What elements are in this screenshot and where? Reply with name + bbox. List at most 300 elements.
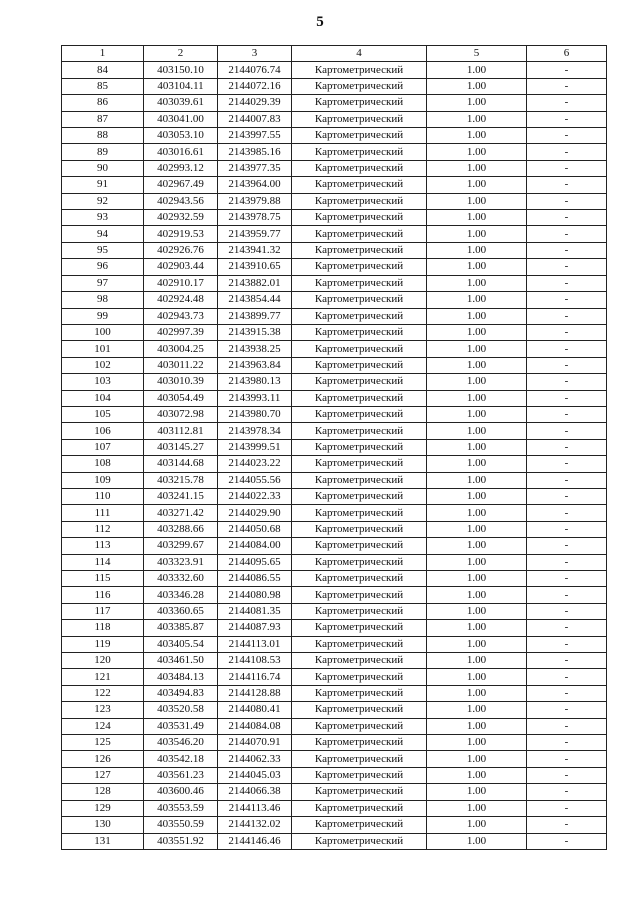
table-row <box>62 259 607 275</box>
table-row <box>62 751 607 767</box>
y-coordinate-cell: 2144081.35 <box>218 603 292 619</box>
y-coordinate-cell: 2144029.90 <box>218 505 292 521</box>
accuracy-cell: 1.00 <box>427 439 527 455</box>
point-number-cell: 130 <box>62 817 144 833</box>
note-cell: - <box>527 193 607 209</box>
x-coordinate-cell: 403323.91 <box>144 554 218 570</box>
point-number-cell: 106 <box>62 423 144 439</box>
point-number-cell: 104 <box>62 390 144 406</box>
y-coordinate-cell: 2144080.41 <box>218 702 292 718</box>
accuracy-cell: 1.00 <box>427 554 527 570</box>
accuracy-cell: 1.00 <box>427 620 527 636</box>
table-row <box>62 308 607 324</box>
x-coordinate-cell: 402926.76 <box>144 242 218 258</box>
accuracy-cell: 1.00 <box>427 292 527 308</box>
accuracy-cell: 1.00 <box>427 374 527 390</box>
table-row <box>62 341 607 357</box>
note-cell: - <box>527 521 607 537</box>
x-coordinate-cell: 403145.27 <box>144 439 218 455</box>
table-row <box>62 95 607 111</box>
x-coordinate-cell: 403461.50 <box>144 653 218 669</box>
y-coordinate-cell: 2144080.98 <box>218 587 292 603</box>
note-cell: - <box>527 406 607 422</box>
note-cell: - <box>527 95 607 111</box>
point-number-cell: 96 <box>62 259 144 275</box>
note-cell: - <box>527 817 607 833</box>
method-cell: Картометрический <box>292 538 427 554</box>
accuracy-cell: 1.00 <box>427 357 527 373</box>
x-coordinate-cell: 403561.23 <box>144 767 218 783</box>
note-cell: - <box>527 242 607 258</box>
coordinates-table <box>61 45 607 850</box>
method-cell: Картометрический <box>292 439 427 455</box>
point-number-cell: 97 <box>62 275 144 291</box>
point-number-cell: 115 <box>62 571 144 587</box>
table-row <box>62 406 607 422</box>
point-number-cell: 114 <box>62 554 144 570</box>
point-number-cell: 129 <box>62 800 144 816</box>
y-coordinate-cell: 2144086.55 <box>218 571 292 587</box>
y-coordinate-cell: 2143985.16 <box>218 144 292 160</box>
x-coordinate-cell: 403332.60 <box>144 571 218 587</box>
y-coordinate-cell: 2144029.39 <box>218 95 292 111</box>
table-row <box>62 587 607 603</box>
method-cell: Картометрический <box>292 636 427 652</box>
accuracy-cell: 1.00 <box>427 538 527 554</box>
x-coordinate-cell: 402903.44 <box>144 259 218 275</box>
table-row <box>62 718 607 734</box>
method-cell: Картометрический <box>292 78 427 94</box>
note-cell: - <box>527 357 607 373</box>
accuracy-cell: 1.00 <box>427 62 527 78</box>
point-number-cell: 93 <box>62 210 144 226</box>
method-cell: Картометрический <box>292 751 427 767</box>
x-coordinate-cell: 403271.42 <box>144 505 218 521</box>
x-coordinate-cell: 403072.98 <box>144 406 218 422</box>
method-cell: Картометрический <box>292 784 427 800</box>
note-cell: - <box>527 210 607 226</box>
table-row <box>62 669 607 685</box>
x-coordinate-cell: 402943.73 <box>144 308 218 324</box>
accuracy-cell: 1.00 <box>427 423 527 439</box>
table-row <box>62 800 607 816</box>
note-cell: - <box>527 78 607 94</box>
method-cell: Картометрический <box>292 128 427 144</box>
method-cell: Картометрический <box>292 817 427 833</box>
header-col-1: 1 <box>62 46 144 62</box>
point-number-cell: 95 <box>62 242 144 258</box>
note-cell: - <box>527 784 607 800</box>
table-row <box>62 144 607 160</box>
header-col-2: 2 <box>144 46 218 62</box>
note-cell: - <box>527 800 607 816</box>
table-row <box>62 78 607 94</box>
accuracy-cell: 1.00 <box>427 472 527 488</box>
x-coordinate-cell: 402924.48 <box>144 292 218 308</box>
accuracy-cell: 1.00 <box>427 177 527 193</box>
table-row <box>62 767 607 783</box>
y-coordinate-cell: 2144045.03 <box>218 767 292 783</box>
table-row <box>62 193 607 209</box>
note-cell: - <box>527 111 607 127</box>
table-row <box>62 357 607 373</box>
x-coordinate-cell: 403484.13 <box>144 669 218 685</box>
note-cell: - <box>527 292 607 308</box>
note-cell: - <box>527 308 607 324</box>
note-cell: - <box>527 603 607 619</box>
point-number-cell: 123 <box>62 702 144 718</box>
x-coordinate-cell: 403104.11 <box>144 78 218 94</box>
point-number-cell: 109 <box>62 472 144 488</box>
accuracy-cell: 1.00 <box>427 390 527 406</box>
x-coordinate-cell: 403004.25 <box>144 341 218 357</box>
method-cell: Картометрический <box>292 177 427 193</box>
method-cell: Картометрический <box>292 242 427 258</box>
method-cell: Картометрический <box>292 620 427 636</box>
method-cell: Картометрический <box>292 292 427 308</box>
table-row <box>62 160 607 176</box>
y-coordinate-cell: 2144087.93 <box>218 620 292 636</box>
note-cell: - <box>527 374 607 390</box>
x-coordinate-cell: 402993.12 <box>144 160 218 176</box>
point-number-cell: 86 <box>62 95 144 111</box>
y-coordinate-cell: 2144007.83 <box>218 111 292 127</box>
table-row <box>62 538 607 554</box>
note-cell: - <box>527 702 607 718</box>
method-cell: Картометрический <box>292 669 427 685</box>
x-coordinate-cell: 403385.87 <box>144 620 218 636</box>
method-cell: Картометрический <box>292 95 427 111</box>
y-coordinate-cell: 2144070.91 <box>218 735 292 751</box>
table-row <box>62 653 607 669</box>
point-number-cell: 128 <box>62 784 144 800</box>
table-row <box>62 62 607 78</box>
table-row <box>62 784 607 800</box>
x-coordinate-cell: 402943.56 <box>144 193 218 209</box>
table-row <box>62 374 607 390</box>
note-cell: - <box>527 488 607 504</box>
y-coordinate-cell: 2144128.88 <box>218 685 292 701</box>
method-cell: Картометрический <box>292 193 427 209</box>
point-number-cell: 112 <box>62 521 144 537</box>
point-number-cell: 116 <box>62 587 144 603</box>
note-cell: - <box>527 718 607 734</box>
table-row <box>62 390 607 406</box>
method-cell: Картометрический <box>292 144 427 160</box>
accuracy-cell: 1.00 <box>427 78 527 94</box>
accuracy-cell: 1.00 <box>427 784 527 800</box>
accuracy-cell: 1.00 <box>427 587 527 603</box>
table-row <box>62 292 607 308</box>
note-cell: - <box>527 324 607 340</box>
accuracy-cell: 1.00 <box>427 702 527 718</box>
y-coordinate-cell: 2143963.84 <box>218 357 292 373</box>
x-coordinate-cell: 403053.10 <box>144 128 218 144</box>
method-cell: Картометрический <box>292 521 427 537</box>
table-row <box>62 817 607 833</box>
table-row <box>62 505 607 521</box>
table-row <box>62 423 607 439</box>
table-row <box>62 833 607 849</box>
y-coordinate-cell: 2143978.34 <box>218 423 292 439</box>
y-coordinate-cell: 2144023.22 <box>218 456 292 472</box>
method-cell: Картометрический <box>292 603 427 619</box>
accuracy-cell: 1.00 <box>427 571 527 587</box>
accuracy-cell: 1.00 <box>427 669 527 685</box>
x-coordinate-cell: 403288.66 <box>144 521 218 537</box>
method-cell: Картометрический <box>292 833 427 849</box>
point-number-cell: 84 <box>62 62 144 78</box>
y-coordinate-cell: 2143882.01 <box>218 275 292 291</box>
accuracy-cell: 1.00 <box>427 275 527 291</box>
method-cell: Картометрический <box>292 718 427 734</box>
point-number-cell: 98 <box>62 292 144 308</box>
note-cell: - <box>527 653 607 669</box>
x-coordinate-cell: 403520.58 <box>144 702 218 718</box>
x-coordinate-cell: 403546.20 <box>144 735 218 751</box>
header-col-6: 6 <box>527 46 607 62</box>
x-coordinate-cell: 403215.78 <box>144 472 218 488</box>
point-number-cell: 108 <box>62 456 144 472</box>
note-cell: - <box>527 62 607 78</box>
table-row <box>62 603 607 619</box>
method-cell: Картометрический <box>292 357 427 373</box>
x-coordinate-cell: 403600.46 <box>144 784 218 800</box>
table-body <box>62 62 607 850</box>
x-coordinate-cell: 402919.53 <box>144 226 218 242</box>
note-cell: - <box>527 160 607 176</box>
point-number-cell: 102 <box>62 357 144 373</box>
method-cell: Картометрический <box>292 62 427 78</box>
x-coordinate-cell: 403553.59 <box>144 800 218 816</box>
method-cell: Картометрический <box>292 341 427 357</box>
x-coordinate-cell: 403039.61 <box>144 95 218 111</box>
table-row <box>62 177 607 193</box>
x-coordinate-cell: 402997.39 <box>144 324 218 340</box>
accuracy-cell: 1.00 <box>427 160 527 176</box>
header-col-3: 3 <box>218 46 292 62</box>
point-number-cell: 90 <box>62 160 144 176</box>
y-coordinate-cell: 2144084.08 <box>218 718 292 734</box>
y-coordinate-cell: 2143899.77 <box>218 308 292 324</box>
point-number-cell: 92 <box>62 193 144 209</box>
accuracy-cell: 1.00 <box>427 505 527 521</box>
y-coordinate-cell: 2144146.46 <box>218 833 292 849</box>
point-number-cell: 101 <box>62 341 144 357</box>
point-number-cell: 113 <box>62 538 144 554</box>
note-cell: - <box>527 587 607 603</box>
accuracy-cell: 1.00 <box>427 456 527 472</box>
accuracy-cell: 1.00 <box>427 833 527 849</box>
x-coordinate-cell: 403360.65 <box>144 603 218 619</box>
note-cell: - <box>527 538 607 554</box>
accuracy-cell: 1.00 <box>427 226 527 242</box>
point-number-cell: 103 <box>62 374 144 390</box>
table-row <box>62 111 607 127</box>
y-coordinate-cell: 2144113.46 <box>218 800 292 816</box>
note-cell: - <box>527 505 607 521</box>
x-coordinate-cell: 403041.00 <box>144 111 218 127</box>
point-number-cell: 126 <box>62 751 144 767</box>
table-row <box>62 685 607 701</box>
method-cell: Картометрический <box>292 488 427 504</box>
accuracy-cell: 1.00 <box>427 242 527 258</box>
point-number-cell: 94 <box>62 226 144 242</box>
method-cell: Картометрический <box>292 423 427 439</box>
y-coordinate-cell: 2143938.25 <box>218 341 292 357</box>
accuracy-cell: 1.00 <box>427 210 527 226</box>
accuracy-cell: 1.00 <box>427 324 527 340</box>
accuracy-cell: 1.00 <box>427 817 527 833</box>
method-cell: Картометрический <box>292 111 427 127</box>
point-number-cell: 119 <box>62 636 144 652</box>
note-cell: - <box>527 439 607 455</box>
x-coordinate-cell: 403016.61 <box>144 144 218 160</box>
note-cell: - <box>527 128 607 144</box>
accuracy-cell: 1.00 <box>427 144 527 160</box>
note-cell: - <box>527 456 607 472</box>
method-cell: Картометрический <box>292 456 427 472</box>
table-header <box>62 46 607 62</box>
x-coordinate-cell: 403550.59 <box>144 817 218 833</box>
table-row <box>62 472 607 488</box>
method-cell: Картометрический <box>292 685 427 701</box>
accuracy-cell: 1.00 <box>427 128 527 144</box>
y-coordinate-cell: 2143978.75 <box>218 210 292 226</box>
point-number-cell: 131 <box>62 833 144 849</box>
x-coordinate-cell: 403299.67 <box>144 538 218 554</box>
point-number-cell: 127 <box>62 767 144 783</box>
y-coordinate-cell: 2143980.13 <box>218 374 292 390</box>
page-number: 5 <box>316 14 324 30</box>
y-coordinate-cell: 2144095.65 <box>218 554 292 570</box>
y-coordinate-cell: 2143979.88 <box>218 193 292 209</box>
point-number-cell: 121 <box>62 669 144 685</box>
method-cell: Картометрический <box>292 374 427 390</box>
x-coordinate-cell: 403150.10 <box>144 62 218 78</box>
point-number-cell: 99 <box>62 308 144 324</box>
note-cell: - <box>527 767 607 783</box>
x-coordinate-cell: 403551.92 <box>144 833 218 849</box>
y-coordinate-cell: 2144084.00 <box>218 538 292 554</box>
accuracy-cell: 1.00 <box>427 735 527 751</box>
table-row <box>62 488 607 504</box>
table-row <box>62 702 607 718</box>
accuracy-cell: 1.00 <box>427 751 527 767</box>
x-coordinate-cell: 402932.59 <box>144 210 218 226</box>
table-row <box>62 456 607 472</box>
accuracy-cell: 1.00 <box>427 259 527 275</box>
point-number-cell: 120 <box>62 653 144 669</box>
method-cell: Картометрический <box>292 702 427 718</box>
note-cell: - <box>527 472 607 488</box>
note-cell: - <box>527 275 607 291</box>
x-coordinate-cell: 403346.28 <box>144 587 218 603</box>
note-cell: - <box>527 144 607 160</box>
method-cell: Картометрический <box>292 505 427 521</box>
y-coordinate-cell: 2144116.74 <box>218 669 292 685</box>
accuracy-cell: 1.00 <box>427 603 527 619</box>
y-coordinate-cell: 2143997.55 <box>218 128 292 144</box>
point-number-cell: 122 <box>62 685 144 701</box>
note-cell: - <box>527 554 607 570</box>
table-row <box>62 324 607 340</box>
accuracy-cell: 1.00 <box>427 488 527 504</box>
table-row <box>62 521 607 537</box>
accuracy-cell: 1.00 <box>427 95 527 111</box>
table-row <box>62 620 607 636</box>
table-row <box>62 242 607 258</box>
y-coordinate-cell: 2144108.53 <box>218 653 292 669</box>
y-coordinate-cell: 2144022.33 <box>218 488 292 504</box>
note-cell: - <box>527 735 607 751</box>
method-cell: Картометрический <box>292 226 427 242</box>
point-number-cell: 118 <box>62 620 144 636</box>
point-number-cell: 91 <box>62 177 144 193</box>
y-coordinate-cell: 2143941.32 <box>218 242 292 258</box>
accuracy-cell: 1.00 <box>427 767 527 783</box>
y-coordinate-cell: 2144055.56 <box>218 472 292 488</box>
method-cell: Картометрический <box>292 735 427 751</box>
header-col-5: 5 <box>427 46 527 62</box>
accuracy-cell: 1.00 <box>427 521 527 537</box>
table-row <box>62 210 607 226</box>
x-coordinate-cell: 403494.83 <box>144 685 218 701</box>
y-coordinate-cell: 2144066.38 <box>218 784 292 800</box>
y-coordinate-cell: 2143910.65 <box>218 259 292 275</box>
table-row <box>62 636 607 652</box>
note-cell: - <box>527 177 607 193</box>
table-row <box>62 735 607 751</box>
y-coordinate-cell: 2144072.16 <box>218 78 292 94</box>
accuracy-cell: 1.00 <box>427 685 527 701</box>
y-coordinate-cell: 2144062.33 <box>218 751 292 767</box>
note-cell: - <box>527 423 607 439</box>
note-cell: - <box>527 669 607 685</box>
point-number-cell: 85 <box>62 78 144 94</box>
accuracy-cell: 1.00 <box>427 653 527 669</box>
method-cell: Картометрический <box>292 275 427 291</box>
table-row <box>62 128 607 144</box>
method-cell: Картометрический <box>292 554 427 570</box>
x-coordinate-cell: 403405.54 <box>144 636 218 652</box>
x-coordinate-cell: 402910.17 <box>144 275 218 291</box>
table-row <box>62 571 607 587</box>
table-row <box>62 275 607 291</box>
header-row <box>62 46 607 62</box>
x-coordinate-cell: 403054.49 <box>144 390 218 406</box>
point-number-cell: 100 <box>62 324 144 340</box>
y-coordinate-cell: 2143854.44 <box>218 292 292 308</box>
x-coordinate-cell: 403010.39 <box>144 374 218 390</box>
note-cell: - <box>527 571 607 587</box>
note-cell: - <box>527 636 607 652</box>
y-coordinate-cell: 2143993.11 <box>218 390 292 406</box>
y-coordinate-cell: 2144050.68 <box>218 521 292 537</box>
accuracy-cell: 1.00 <box>427 406 527 422</box>
point-number-cell: 117 <box>62 603 144 619</box>
note-cell: - <box>527 833 607 849</box>
accuracy-cell: 1.00 <box>427 193 527 209</box>
note-cell: - <box>527 390 607 406</box>
point-number-cell: 87 <box>62 111 144 127</box>
method-cell: Картометрический <box>292 653 427 669</box>
note-cell: - <box>527 259 607 275</box>
y-coordinate-cell: 2143964.00 <box>218 177 292 193</box>
x-coordinate-cell: 403011.22 <box>144 357 218 373</box>
x-coordinate-cell: 403531.49 <box>144 718 218 734</box>
y-coordinate-cell: 2143999.51 <box>218 439 292 455</box>
